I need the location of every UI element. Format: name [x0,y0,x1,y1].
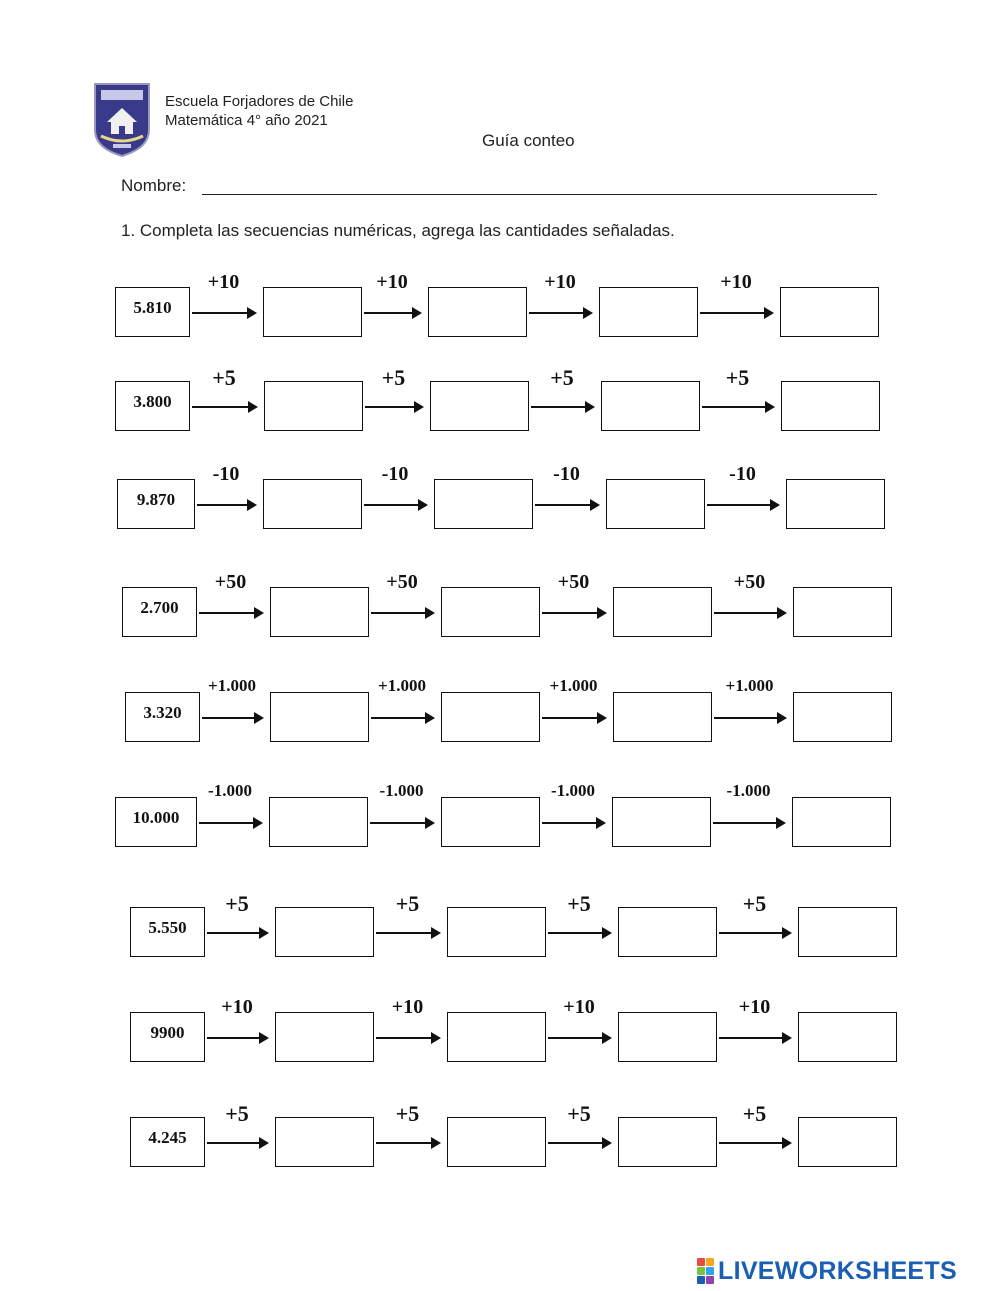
operation-label: +5 [550,365,574,390]
sequence-arrow [714,717,785,719]
answer-input[interactable] [618,907,717,957]
sequence-arrow [719,932,790,934]
name-label: Nombre: [121,176,187,195]
answer-input[interactable] [798,1012,897,1062]
operation-label: +5 [225,1101,249,1126]
liveworksheets-wordmark: LIVEWORKSHEETS [718,1256,957,1285]
answer-input[interactable] [447,1012,546,1062]
sequence-arrow [207,932,267,934]
sequence-arrow [529,312,591,314]
answer-input[interactable] [792,797,891,847]
sequence-arrow [714,612,785,614]
sequence-arrow [707,504,778,506]
sequence-start-value: 5.550 [130,907,205,957]
sequence-arrow [197,504,255,506]
subject-line: Matemática 4° año 2021 [165,112,328,129]
school-name: Escuela Forjadores de Chile [165,93,354,110]
answer-input[interactable] [264,381,363,431]
operation-label: -10 [553,463,580,485]
answer-input[interactable] [434,479,533,529]
operation-label: +5 [212,365,236,390]
operation-label: +10 [544,271,576,293]
sequence-arrow [364,312,420,314]
operation-label: +1.000 [725,676,774,695]
answer-input[interactable] [798,1117,897,1167]
answer-input[interactable] [270,587,369,637]
answer-input[interactable] [613,587,712,637]
sequence-arrow [548,1142,610,1144]
operation-label: -1.000 [726,781,771,800]
answer-input[interactable] [780,287,879,337]
liveworksheets-color-block [706,1267,714,1275]
operation-label: +5 [395,1101,420,1126]
answer-input[interactable] [441,587,540,637]
operation-label: -10 [381,463,409,485]
instruction-text: 1. Completa las secuencias numéricas, agrega las cantidades señaladas. [121,221,675,240]
sequence-arrow [371,717,433,719]
sequence-arrow [207,1037,267,1039]
sequence-start-value: 3.320 [125,692,200,742]
answer-input[interactable] [781,381,880,431]
name-input-line[interactable] [202,194,877,195]
sequence-arrow [192,406,256,408]
answer-input[interactable] [275,907,374,957]
answer-input[interactable] [263,479,362,529]
sequence-arrow [376,1037,439,1039]
answer-input[interactable] [275,1117,374,1167]
operation-label: +50 [557,571,590,593]
operation-label: -1.000 [208,781,252,800]
operation-label: +10 [720,271,752,293]
answer-input[interactable] [441,797,540,847]
answer-input[interactable] [441,692,540,742]
answer-input[interactable] [430,381,529,431]
sequence-start-value: 5.810 [115,287,190,337]
answer-input[interactable] [618,1117,717,1167]
answer-input[interactable] [613,692,712,742]
answer-input[interactable] [275,1012,374,1062]
operation-label: +10 [221,996,253,1018]
sequence-arrow [548,932,610,934]
sequence-arrow [376,1142,439,1144]
sequence-arrow [535,504,598,506]
answer-input[interactable] [786,479,885,529]
sequence-start-value: 10.000 [115,797,197,847]
liveworksheets-color-block [697,1258,705,1266]
sequence-arrow [548,1037,610,1039]
sequence-arrow [700,312,772,314]
answer-input[interactable] [612,797,711,847]
liveworksheets-color-block [697,1276,705,1284]
sequence-arrow [713,822,784,824]
operation-label: +5 [567,891,591,916]
operation-label: +1.000 [549,676,598,695]
sequence-start-value: 9.870 [117,479,195,529]
answer-input[interactable] [270,692,369,742]
operation-label: +5 [742,891,767,916]
sequence-arrow [542,717,605,719]
answer-input[interactable] [599,287,698,337]
liveworksheets-color-block [706,1276,714,1284]
answer-input[interactable] [798,907,897,957]
sequence-arrow [207,1142,267,1144]
answer-input[interactable] [263,287,362,337]
sequence-arrow [199,612,262,614]
page-title: Guía conteo [482,131,575,150]
sequence-arrow [702,406,773,408]
operation-label: -10 [729,463,756,485]
operation-label: +50 [386,571,418,593]
sequence-arrow [365,406,422,408]
answer-input[interactable] [793,692,892,742]
answer-input[interactable] [269,797,368,847]
operation-label: +10 [376,271,408,293]
answer-input[interactable] [447,1117,546,1167]
sequence-arrow [199,822,261,824]
sequence-start-value: 9900 [130,1012,205,1062]
liveworksheets-color-block [697,1267,705,1275]
liveworksheets-icon [697,1258,714,1284]
liveworksheets-logo [697,1256,957,1286]
sequence-arrow [202,717,262,719]
sequence-arrow [370,822,433,824]
operation-label: +5 [725,365,750,390]
sequence-arrow [719,1037,790,1039]
school-crest-logo [93,82,151,158]
sequence-arrow [192,312,255,314]
sequence-start-value: 2.700 [122,587,197,637]
operation-label: +10 [207,271,240,293]
operation-label: +10 [738,996,771,1018]
sequence-arrow [371,612,433,614]
operation-label: +5 [567,1101,591,1126]
operation-label: +5 [381,365,406,390]
answer-input[interactable] [793,587,892,637]
sequence-arrow [542,612,605,614]
sequence-start-value: 3.800 [115,381,190,431]
operation-label: +1.000 [378,676,426,695]
operation-label: +5 [225,891,249,916]
operation-label: +5 [742,1101,767,1126]
operation-label: +1.000 [208,676,256,695]
answer-input[interactable] [447,907,546,957]
sequence-arrow [364,504,426,506]
operation-label: -10 [212,463,240,485]
operation-label: -1.000 [379,781,424,800]
answer-input[interactable] [618,1012,717,1062]
answer-input[interactable] [428,287,527,337]
operation-label: +10 [563,996,595,1018]
sequence-arrow [531,406,593,408]
operation-label: +50 [214,571,247,593]
operation-label: +50 [733,571,766,593]
liveworksheets-color-block [706,1258,714,1266]
sequence-arrow [376,932,439,934]
operation-label: +5 [395,891,420,916]
sequence-start-value: 4.245 [130,1117,205,1167]
sequence-arrow [542,822,604,824]
sequence-arrow [719,1142,790,1144]
answer-input[interactable] [606,479,705,529]
operation-label: -1.000 [551,781,595,800]
operation-label: +10 [391,996,424,1018]
answer-input[interactable] [601,381,700,431]
